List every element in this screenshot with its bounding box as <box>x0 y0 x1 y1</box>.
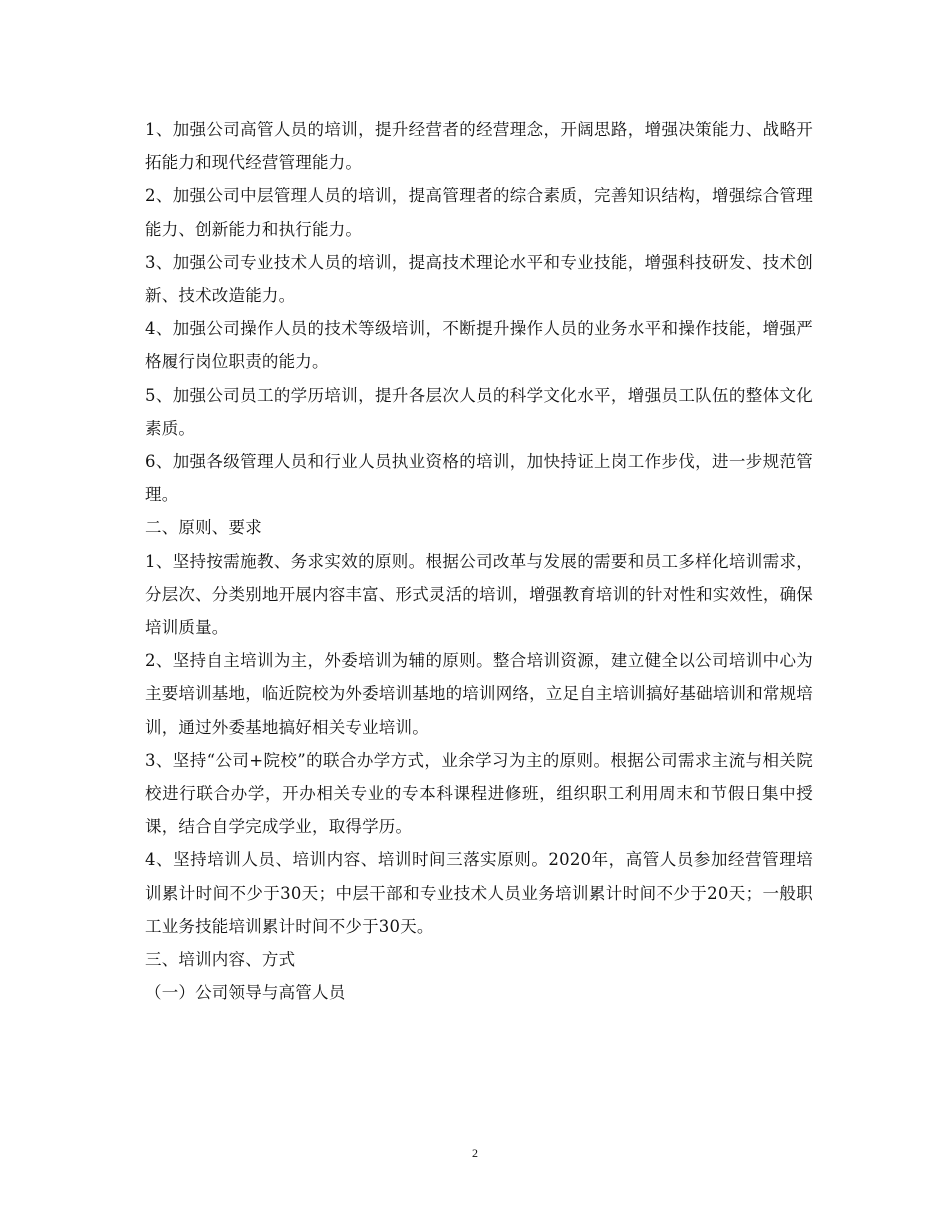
subsection-heading-leadership: （一）公司领导与高管人员 <box>145 983 346 1003</box>
paragraph-goal-6: 6、加强各级管理人员和行业人员执业资格的培训，加快持证上岗工作步伐，进一步规范管理。 <box>145 452 813 505</box>
section-heading-principles: 二、原则、要求 <box>145 518 262 538</box>
document-body <box>145 113 813 1009</box>
paragraph-principle-1: 1、坚持按需施教、务求实效的原则。根据公司改革与发展的需要和员工多样化培训需求，分层次、分类别地开展内容丰富、形式灵活的培训，增强教育培训的针对性和实效性，确保培训质量。 <box>145 551 813 638</box>
paragraph-principle-4: 4、坚持培训人员、培训内容、培训时间三落实原则。2020年，高管人员参加经营管理培训累计时间不少于30天；中层干部和专业技术人员业务培训累计时间不少于20天；一般职工业务技能培训累计时间不少于30天。 <box>145 850 813 936</box>
paragraph-principle-3: 3、坚持“公司+院校”的联合办学方式，业余学习为主的原则。根据公司需求主流与相关院校进行联合办学，开办相关专业的专本科课程进修班，组织职工利用周末和节假日集中授课，结合自学完成学业，取得学历。 <box>145 750 813 837</box>
paragraph-goal-5: 5、加强公司员工的学历培训，提升各层次人员的科学文化水平，增强员工队伍的整体文化素质。 <box>145 385 813 438</box>
page-number: 2 <box>472 1146 478 1160</box>
paragraph-goal-2: 2、加强公司中层管理人员的培训，提高管理者的综合素质，完善知识结构，增强综合管理能力、创新能力和执行能力。 <box>145 186 813 239</box>
paragraph-goal-3: 3、加强公司专业技术人员的培训，提高技术理论水平和专业技能，增强科技研发、技术创新、技术改造能力。 <box>145 252 813 306</box>
paragraph-principle-2: 2、坚持自主培训为主，外委培训为辅的原则。整合培训资源，建立健全以公司培训中心为主要培训基地，临近院校为外委培训基地的培训网络，立足自主培训搞好基础培训和常规培训，通过外委基地搞好相关专业培训。 <box>145 651 813 737</box>
paragraph-goal-4: 4、加强公司操作人员的技术等级培训，不断提升操作人员的业务水平和操作技能，增强严格履行岗位职责的能力。 <box>145 319 813 372</box>
section-heading-content: 三、培训内容、方式 <box>145 950 296 970</box>
paragraph-goal-1: 1、加强公司高管人员的培训，提升经营者的经营理念，开阔思路，增强决策能力、战略开拓能力和现代经营管理能力。 <box>145 120 813 173</box>
